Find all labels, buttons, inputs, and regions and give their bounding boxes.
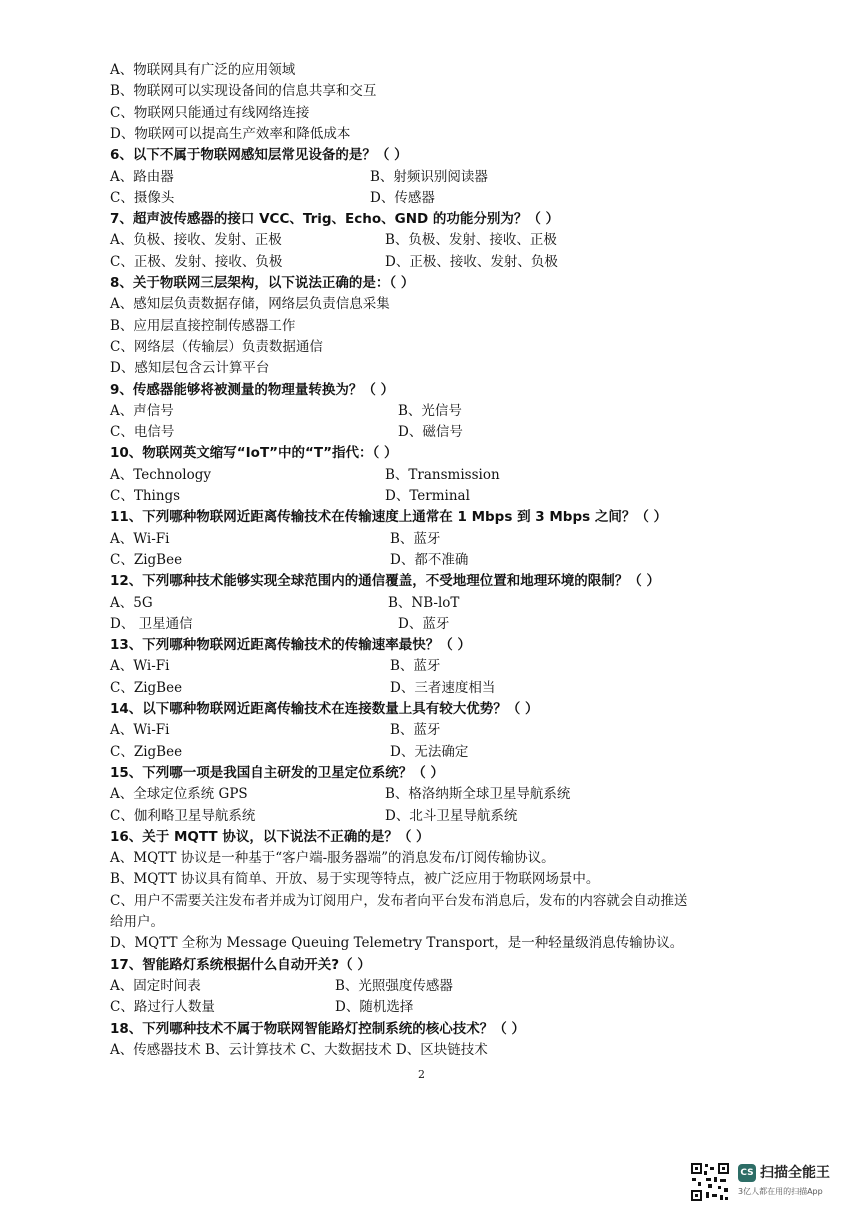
option-text: A、负极、接收、发射、正极 [110, 232, 282, 249]
question-text: 14、以下哪种物联网近距离传输技术在连接数量上具有较大优势？（ ） [110, 701, 539, 717]
option-text: C、网络层（传输层）负责数据通信 [110, 338, 323, 355]
option-text: C、路过行人数量 [110, 999, 215, 1016]
option-text: D、物联网可以提高生产效率和降低成本 [110, 125, 351, 142]
option-text: C、用户不需要关注发布者并成为订阅用户，发布者向平台发布消息后，发布的内容就会自动推送 [110, 892, 688, 909]
option-text: A、声信号 [110, 402, 174, 419]
option-text: B、蓝牙 [390, 530, 441, 547]
brand-name: 扫描全能王 [760, 1165, 830, 1181]
option-text: B、负极、发射、接收、正极 [385, 232, 557, 249]
option-text: D、传感器 [370, 189, 435, 206]
option-text: D、三者速度相当 [390, 679, 496, 696]
option-text: A、Wi-Fi [110, 722, 170, 739]
option-text: D、无法确定 [390, 743, 469, 760]
option-text: B、NB-loT [388, 594, 460, 611]
page-number: 2 [418, 1068, 425, 1081]
option-text: C、ZigBee [110, 551, 183, 568]
option-text: A、物联网具有广泛的应用领域 [110, 62, 296, 78]
question-text: 16、关于 MQTT 协议，以下说法不正确的是？（ ） [110, 828, 430, 845]
option-text: B、格洛纳斯全球卫星导航系统 [385, 786, 571, 803]
option-text: C、伽利略卫星导航系统 [110, 807, 256, 824]
option-text: B、物联网可以实现设备间的信息共享和交互 [110, 83, 377, 100]
option-text: A、固定时间表 [110, 977, 201, 994]
option-text: C、物联网只能通过有线网络连接 [110, 104, 310, 121]
option-text: A、路由器 [110, 168, 174, 185]
option-text: C、电信号 [110, 424, 175, 441]
option-text: C、Things [110, 488, 181, 504]
qr-code-icon [690, 1162, 730, 1202]
option-text: A、MQTT 协议是一种基于“客户端-服务器端”的消息发布/订阅传输协议。 [110, 850, 555, 867]
question-text: 17、智能路灯系统根据什么自动开关?（ ） [110, 956, 371, 973]
option-text: A、5G [110, 594, 153, 611]
option-text: D、随机选择 [335, 999, 414, 1016]
question-text: 7、超声波传感器的接口 VCC、Trig、Echo、GND 的功能分别为？（ ） [110, 211, 560, 228]
option-text: B、应用层直接控制传感器工作 [110, 317, 296, 334]
option-text: C、摄像头 [110, 189, 175, 206]
question-text: 8、关于物联网三层架构，以下说法正确的是：（ ） [110, 275, 415, 291]
question-text: 12、下列哪种技术能够实现全球范围内的通信覆盖，不受地理位置和地理环境的限制？（ ） [110, 573, 660, 590]
option-text: C、正极、发射、接收、负极 [110, 253, 283, 270]
camscanner-logo-icon: CS [738, 1164, 756, 1182]
option-text: D、都不准确 [390, 551, 469, 568]
option-text: A、Wi-Fi [110, 658, 170, 675]
option-text: A、Wi-Fi [110, 530, 170, 547]
option-text: D、磁信号 [398, 424, 463, 441]
question-text: 18、下列哪种技术不属于物联网智能路灯控制系统的核心技术？（ ） [110, 1020, 525, 1037]
option-text: B、MQTT 协议具有简单、开放、易于实现等特点，被广泛应用于物联网场景中。 [110, 871, 600, 888]
option-text: A、感知层负责数据存储，网络层负责信息采集 [110, 296, 390, 313]
option-text: D、北斗卫星导航系统 [385, 807, 518, 824]
question-text: 11、下列哪种物联网近距离传输技术在传输速度上通常在 1 Mbps 到 3 Mbps 之间？（ ） [110, 509, 668, 526]
option-text: A、全球定位系统 GPS [110, 786, 248, 803]
option-text: C、ZigBee [110, 743, 183, 760]
option-text: D、正极、接收、发射、负极 [385, 253, 558, 270]
brand-tagline: 3亿人都在用的扫描App [738, 1187, 823, 1196]
option-text: B、光信号 [398, 402, 462, 419]
option-text: B、光照强度传感器 [335, 977, 453, 994]
option-text: 给用户。 [110, 914, 164, 930]
option-text: D、Terminal [385, 488, 470, 504]
option-text: B、蓝牙 [390, 658, 441, 675]
question-text: 9、传感器能够将被测量的物理量转换为？（ ） [110, 381, 395, 398]
option-text: B、蓝牙 [390, 722, 441, 739]
option-text: D、 卫星通信 [110, 615, 193, 632]
question-text: 13、下列哪种物联网近距离传输技术的传输速率最快？（ ） [110, 637, 471, 654]
scanner-watermark [690, 1162, 850, 1206]
option-text: C、ZigBee [110, 679, 183, 696]
question-text: 15、下列哪一项是我国自主研发的卫星定位系统？（ ） [110, 764, 444, 781]
option-text: D、MQTT 全称为 Message Queuing Telemetry Transport，是一种轻量级消息传输协议。 [110, 935, 684, 952]
question-text: 6、以下不属于物联网感知层常见设备的是？（ ） [110, 147, 408, 164]
option-text: D、感知层包含云计算平台 [110, 360, 270, 377]
option-text: A、Technology [110, 466, 211, 483]
option-text: A、传感器技术 B、云计算技术 C、大数据技术 D、区块链技术 [110, 1041, 488, 1058]
option-text: B、射频识别阅读器 [370, 168, 488, 185]
question-text: 10、物联网英文缩写“IoT”中的“T”指代：（ ） [110, 445, 398, 462]
option-text: D、蓝牙 [398, 615, 450, 632]
option-text: B、Transmission [385, 466, 500, 483]
